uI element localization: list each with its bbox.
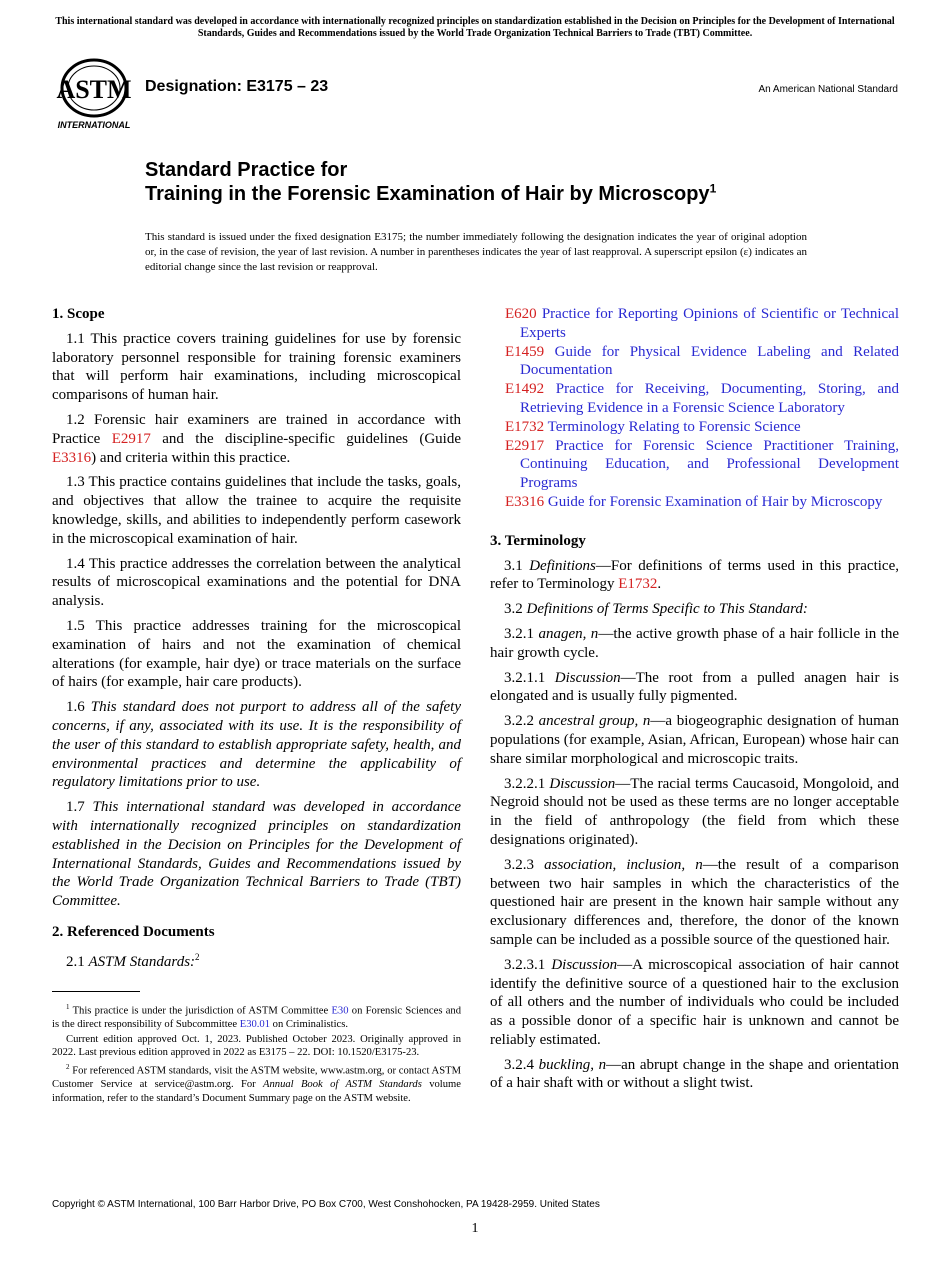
- section-2-heading: 2. Referenced Documents: [52, 923, 215, 940]
- left-column: [52, 305, 461, 978]
- footnotes: [52, 1001, 461, 1106]
- ref-item[interactable]: E2917 Practice for Forensic Science Practitioner Training, Continuing Education, and Professional Development Programs: [505, 437, 900, 492]
- footnote-divider: [52, 991, 140, 992]
- para-3-2-2-1: 3.2.2.1 Discussion—The racial terms Caucasoid, Mongoloid, and Negroid should not be used as these terms are no longer acceptable in the field of anthropology (the field from which these designations originated).: [490, 775, 899, 848]
- designation: Designation: E3175 – 23: [145, 78, 329, 95]
- ref-item[interactable]: E620 Practice for Reporting Opinions of Scientific or Technical Experts: [505, 306, 899, 341]
- para-1-2: 1.2 Forensic hair examiners are trained in accordance with Practice E2917 and the discipline-specific guidelines (Guide E3316) and criteria within this practice.: [52, 411, 461, 466]
- ref-item[interactable]: E3316 Guide for Forensic Examination of Hair by Microscopy: [505, 493, 883, 510]
- para-1-5: 1.5 This practice addresses training for the microscopical examination of hairs and not the examination of chemical alterations (for example, hair dye) or trace materials on the surface of hairs (for example, hair care products).: [52, 617, 461, 691]
- link-e30[interactable]: E30: [331, 1005, 349, 1017]
- title-line-2: [145, 182, 865, 206]
- para-3-2-1: 3.2.1 anagen, n—the active growth phase of a hair follicle in the hair growth cycle.: [490, 625, 900, 661]
- para-1-7: 1.7 This international standard was developed in accordance with internationally recognized principles on standardization established in the Decision on Principles for the Development of International Standards, Guides and Recommendations issued by the World Trade Organization Technical Barriers to Trade (TBT) Committee.: [52, 799, 462, 910]
- astm-logo: [52, 58, 136, 132]
- para-3-1: 3.1 Definitions—For definitions of terms used in this practice, refer to Terminology E1732.: [490, 557, 899, 593]
- document-title: [145, 158, 865, 206]
- para-1-1: 1.1 This practice covers training guidelines for use by forensic laboratory personnel responsible for training forensic examiners that will perform hair examinations, including microscopical comparisons of human hair.: [52, 330, 461, 404]
- page-number: 1: [471, 1221, 479, 1236]
- footnote-2: $^2$ For referenced ASTM standards, visit the ASTM website, www.astm.org, or contact ASTM Customer Service at service@astm.org. For Annual Book of ASTM Standards volume information, refer to the standard’s Document Summary page on the ASTM website.: [52, 1062, 461, 1104]
- top-notice: This international standard was developed in accordance with internationally recognized principles on standardization established in the Decision on Principles for the Development of International Standards, Guides and Recommendations issued by the World Trade Organization Technical Barriers to Trade (TBT) Committee.: [55, 16, 895, 39]
- national-standard-label: An American National Standard: [758, 84, 898, 95]
- link-e2917[interactable]: E2917: [111, 430, 151, 447]
- link-e3316[interactable]: E3316: [52, 449, 92, 466]
- logo-text: ASTM: [56, 75, 132, 104]
- para-1-4: 1.4 This practice addresses the correlation between the analytical results of microscopical examinations and the potential for DNA analysis.: [52, 555, 461, 610]
- footnote-1-edition: Current edition approved Oct. 1, 2023. Published October 2023. Originally approved in 2022. Last previous edition approved in 2022 as E3175 – 22. DOI: 10.1520/E3175-23.: [52, 1033, 461, 1059]
- para-3-2: 3.2 Definitions of Terms Specific to This Standard:: [504, 601, 808, 618]
- link-e1732[interactable]: E1732: [618, 576, 658, 593]
- para-3-2-3-1: 3.2.3.1 Discussion—A microscopical association of hair cannot identify the definitive source of a questioned hair to the exclusion of all others and the number of individuals who could be included as a possible donor of a specific hair is unknown and cannot be reliably estimated.: [490, 956, 900, 1048]
- footnote-1: $^1$ This practice is under the jurisdiction of ASTM Committee E30 on Forensic Sciences and is the direct responsibility of Subcommittee E30.01 on Criminalistics.: [52, 1003, 462, 1031]
- issuance-note: This standard is issued under the fixed designation E3175; the number immediately following the designation indicates the year of original adoption or, in the case of revision, the year of last revision. A number in parentheses indicates the year of last reapproval. A superscript epsilon (ε) indicates an editorial change since the last revision or reapproval.: [145, 231, 807, 273]
- section-3-heading: 3. Terminology: [490, 532, 586, 549]
- copyright: Copyright © ASTM International, 100 Barr Harbor Drive, PO Box C700, West Conshohocken, PA 19428-2959. United States: [52, 1199, 600, 1210]
- para-2-1: 2.1 ASTM Standards:$^2$: [66, 951, 200, 970]
- logo-subtext: INTERNATIONAL: [57, 120, 131, 130]
- title-main: Training in the Forensic Examination of Hair by Microscopy: [145, 183, 710, 205]
- ref-item[interactable]: E1732 Terminology Relating to Forensic Science: [505, 418, 801, 435]
- ref-item[interactable]: E1492 Practice for Receiving, Documenting, Storing, and Retrieving Evidence in a Forensic Science Laboratory: [505, 381, 900, 416]
- para-3-2-4: 3.2.4 buckling, n—an abrupt change in the shape and orientation of a hair shaft with or without a slight twist.: [490, 1056, 899, 1092]
- title-line-1: Standard Practice for: [145, 159, 348, 181]
- para-3-2-2: 3.2.2 ancestral group, n—a biogeographic designation of human populations (for example, Asian, African, European) whose hair can share similar morphological and microscopic traits.: [490, 713, 899, 767]
- para-3-2-3: 3.2.3 association, inclusion, n—the result of a comparison between two hair samples in which the characteristics of the questioned hair are present in the known hair sample without any exclusionary differences and, therefore, the donor of the known sample can be included as a possible source of the questioned hair.: [490, 856, 899, 948]
- para-3-2-1-1: 3.2.1.1 Discussion—The root from a pulled anagen hair is elongated and is usually fully pigmented.: [490, 669, 900, 705]
- para-1-6: 1.6 This standard does not purport to address all of the safety concerns, if any, associated with its use. It is the responsibility of the user of this standard to establish appropriate safety, health, and environmental practices and determine the applicability of regulatory limitations prior to use.: [52, 699, 461, 791]
- right-column: [490, 305, 899, 1099]
- para-1-3: 1.3 This practice contains guidelines that include the tasks, goals, and objectives that allow the trainee to acquire the requisite knowledge, skills, and abilities to independently perform casework in the microscopical examination of hair.: [52, 474, 461, 547]
- link-e30-01[interactable]: E30.01: [239, 1019, 271, 1031]
- ref-item[interactable]: E1459 Guide for Physical Evidence Labeling and Related Documentation: [505, 343, 899, 379]
- title-footnote-mark: 1: [709, 181, 717, 196]
- section-1-heading: 1. Scope: [52, 306, 105, 322]
